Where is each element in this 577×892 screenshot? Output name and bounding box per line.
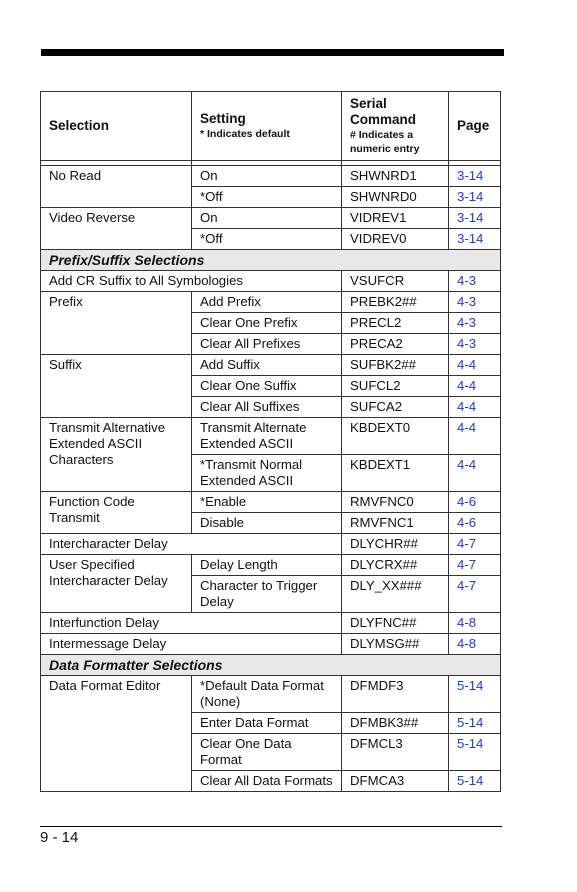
- selection-cell: Data Format Editor: [41, 676, 192, 792]
- command-cell: RMVFNC0: [342, 492, 449, 513]
- table-header-row: [41, 92, 501, 161]
- page-link[interactable]: 4-3: [449, 334, 501, 355]
- selection-cell: [41, 555, 192, 613]
- setting-cell: Clear One Suffix: [192, 376, 342, 397]
- command-cell: DFMDF3: [342, 676, 449, 713]
- selection-cell: Add CR Suffix to All Symbologies: [41, 271, 342, 292]
- table-row: [41, 613, 501, 634]
- section-heading: Prefix/Suffix Selections: [41, 250, 501, 271]
- table-row: [41, 166, 501, 187]
- selection-cell: No Read: [41, 166, 192, 208]
- page-link[interactable]: 4-8: [449, 613, 501, 634]
- header-page: Page: [449, 92, 501, 161]
- selection-cell: Intermessage Delay: [41, 634, 342, 655]
- selection-cell: Suffix: [41, 355, 192, 418]
- section-row: [41, 655, 501, 676]
- command-cell: SUFCA2: [342, 397, 449, 418]
- selection-cell: Video Reverse: [41, 208, 192, 250]
- setting-cell: [192, 734, 342, 771]
- table-row: [41, 555, 501, 576]
- table-row: [41, 492, 501, 513]
- page-link[interactable]: 4-7: [449, 576, 501, 613]
- setting-cell: Clear All Suffixes: [192, 397, 342, 418]
- selection-line: Extended ASCII: [49, 436, 143, 451]
- selection-line: Transmit: [49, 510, 100, 525]
- command-cell: VSUFCR: [342, 271, 449, 292]
- setting-line: *Default Data Format: [200, 678, 324, 693]
- setting-cell: Clear All Prefixes: [192, 334, 342, 355]
- command-cell: SHWNRD1: [342, 166, 449, 187]
- table-row: [41, 208, 501, 229]
- page-link[interactable]: 4-6: [449, 492, 501, 513]
- command-cell: DLY_XX###: [342, 576, 449, 613]
- setting-cell: [192, 676, 342, 713]
- command-cell: DFMCL3: [342, 734, 449, 771]
- top-rule: [41, 49, 504, 56]
- page-link[interactable]: 4-4: [449, 397, 501, 418]
- setting-line: Delay: [200, 594, 234, 609]
- page-link[interactable]: 3-14: [449, 187, 501, 208]
- command-cell: DLYCRX##: [342, 555, 449, 576]
- command-cell: VIDREV1: [342, 208, 449, 229]
- setting-line: Transmit Alternate: [200, 420, 307, 435]
- setting-line: Extended ASCII: [200, 473, 294, 488]
- selection-line: Transmit Alternative: [49, 420, 166, 435]
- page-link[interactable]: 5-14: [449, 676, 501, 713]
- selection-cell: Intercharacter Delay: [41, 534, 342, 555]
- page-link[interactable]: 4-3: [449, 271, 501, 292]
- setting-cell: Add Suffix: [192, 355, 342, 376]
- command-cell: PRECA2: [342, 334, 449, 355]
- page-link[interactable]: 4-3: [449, 292, 501, 313]
- page-link[interactable]: 5-14: [449, 713, 501, 734]
- command-cell: DFMCA3: [342, 771, 449, 792]
- page-link[interactable]: 5-14: [449, 771, 501, 792]
- setting-cell: [192, 455, 342, 492]
- table-row: [41, 534, 501, 555]
- command-cell: SUFCL2: [342, 376, 449, 397]
- page-link[interactable]: 4-4: [449, 355, 501, 376]
- selection-line: User Specified: [49, 557, 135, 572]
- setting-cell: [192, 576, 342, 613]
- page-link[interactable]: 4-8: [449, 634, 501, 655]
- setting-cell: On: [192, 208, 342, 229]
- setting-cell: *Off: [192, 229, 342, 250]
- setting-line: Character to Trigger: [200, 578, 318, 593]
- page-link[interactable]: 3-14: [449, 208, 501, 229]
- page-number: 9 - 14: [40, 829, 79, 846]
- footer-rule: [40, 826, 502, 827]
- command-cell: DFMBK3##: [342, 713, 449, 734]
- header-serial-command: Serial Command # Indicates a numeric entry: [342, 92, 449, 161]
- setting-cell: Clear All Data Formats: [192, 771, 342, 792]
- selection-line: Characters: [49, 452, 114, 467]
- table-row: [41, 292, 501, 313]
- table-row: [41, 355, 501, 376]
- command-cell: SUFBK2##: [342, 355, 449, 376]
- setting-cell: Enter Data Format: [192, 713, 342, 734]
- table-row: [41, 676, 501, 713]
- setting-line: Clear One Data: [200, 736, 292, 751]
- setting-cell: [192, 418, 342, 455]
- header-selection: Selection: [41, 92, 192, 161]
- selection-cell: Prefix: [41, 292, 192, 355]
- section-heading: Data Formatter Selections: [41, 655, 501, 676]
- setting-cell: Delay Length: [192, 555, 342, 576]
- command-cell: SHWNRD0: [342, 187, 449, 208]
- selection-line: Intercharacter Delay: [49, 573, 168, 588]
- page-link[interactable]: 4-4: [449, 376, 501, 397]
- setting-line: Extended ASCII: [200, 436, 294, 451]
- command-cell: KBDEXT0: [342, 418, 449, 455]
- page-link[interactable]: 4-7: [449, 555, 501, 576]
- command-cell: DLYMSG##: [342, 634, 449, 655]
- selection-cell: [41, 492, 192, 534]
- setting-cell: Clear One Prefix: [192, 313, 342, 334]
- table-row: [41, 634, 501, 655]
- command-cell: DLYFNC##: [342, 613, 449, 634]
- page-link[interactable]: 4-4: [449, 418, 501, 455]
- setting-line: (None): [200, 694, 241, 709]
- setting-cell: Disable: [192, 513, 342, 534]
- serial-command-table: [40, 91, 501, 792]
- command-cell: KBDEXT1: [342, 455, 449, 492]
- section-row: [41, 250, 501, 271]
- selection-line: Function Code: [49, 494, 135, 509]
- setting-line: *Transmit Normal: [200, 457, 303, 472]
- command-cell: PREBK2##: [342, 292, 449, 313]
- table-row: [41, 271, 501, 292]
- page-link[interactable]: 3-14: [449, 166, 501, 187]
- page-link[interactable]: 4-3: [449, 313, 501, 334]
- header-setting: Setting * Indicates default: [192, 92, 342, 161]
- selection-cell: [41, 418, 192, 492]
- page-link[interactable]: 4-7: [449, 534, 501, 555]
- table-row: [41, 418, 501, 455]
- command-cell: PRECL2: [342, 313, 449, 334]
- setting-cell: Add Prefix: [192, 292, 342, 313]
- setting-line: Format: [200, 752, 242, 767]
- command-cell: DLYCHR##: [342, 534, 449, 555]
- setting-cell: *Enable: [192, 492, 342, 513]
- selection-cell: Interfunction Delay: [41, 613, 342, 634]
- command-cell: RMVFNC1: [342, 513, 449, 534]
- page-link[interactable]: 5-14: [449, 734, 501, 771]
- command-cell: VIDREV0: [342, 229, 449, 250]
- setting-cell: *Off: [192, 187, 342, 208]
- page-link[interactable]: 4-6: [449, 513, 501, 534]
- setting-cell: On: [192, 166, 342, 187]
- page-link[interactable]: 3-14: [449, 229, 501, 250]
- page-link[interactable]: 4-4: [449, 455, 501, 492]
